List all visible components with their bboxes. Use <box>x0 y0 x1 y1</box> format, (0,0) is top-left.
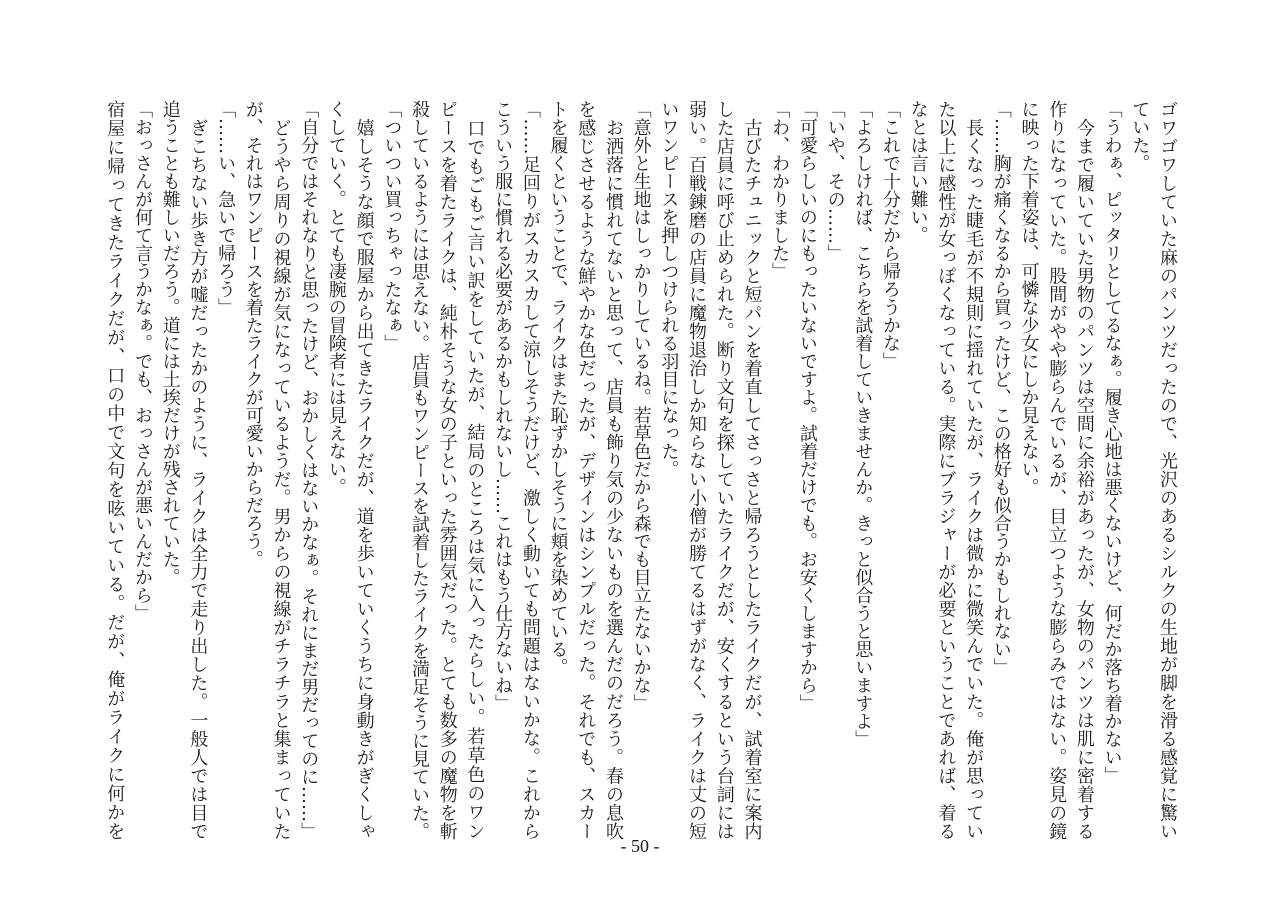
text-column: 殺しているようには思えない。店員もワンピースを試着したライクを満足そうに見ていた。 <box>409 100 431 840</box>
vertical-text-body <box>101 100 1181 840</box>
text-column: 「……胸が痛くなるから買ったけど、この格好も似合うかもしれない」 <box>990 100 1012 676</box>
text-column: 「いや、その……」 <box>824 100 846 262</box>
text-column: 追うことも難しいだろう。道には土埃だけが残されていた。 <box>159 100 181 586</box>
text-column: 「自分ではそれなりと思ったけど、おかしくはないかなぁ。それにまだ男だってのに……」 <box>298 100 320 840</box>
text-column: 「うわぁ、ピッタリとしてるなぁ。履き心地は悪くないけど、何だか落ち着かない」 <box>1101 100 1123 784</box>
text-column: ていた。 <box>1129 100 1151 172</box>
text-column: ゴワゴワしていた麻のパンツだったので、光沢のあるシルクの生地が脚を滑る感覚に驚い <box>1157 100 1178 840</box>
text-column: した店員に呼び止められた。断り文句を探していたライクだが、安くするという台詞には <box>713 100 735 840</box>
text-column: こういう服に慣れる必要があるかもしれないし……これはもう仕方ないね」 <box>492 100 514 712</box>
page-number: - 50 - <box>620 836 660 856</box>
text-column: 弱い。百戦錬磨の店員に魔物退治しか知らない小僧が勝てるはずがなく、ライクは丈の短 <box>686 100 708 840</box>
text-column: くしていく。とても凄腕の冒険者には見えない。 <box>325 100 347 496</box>
text-column: 口でもごもご言い訳をしていたが、結局のところは気に入ったらしい。若草色のワン <box>464 100 486 840</box>
text-column: なとは言い難い。 <box>907 100 929 244</box>
text-column: 「これで十分だから帰ろうかな」 <box>879 100 901 370</box>
text-column: 作りになっていた。股間がやや膨らんでいるが、目立つような膨らみではない。姿見の鏡 <box>1046 100 1068 840</box>
text-column: を感じさせるような鮮やかな色だったが、デザインはシンプルだった。それでも、スカー <box>575 100 597 840</box>
text-column: 「可愛らしいのにもったいないですよ。試着だけでも。お安くしますから」 <box>796 100 818 712</box>
text-column: ピースを着たライクは、純朴そうな女の子といった雰囲気だった。とても数多の魔物を斬 <box>436 100 458 840</box>
text-column: 宿屋に帰ってきたライクだが、口の中で文句を呟いている。だが、俺がライクに何かを <box>104 100 126 840</box>
text-column: トを履くということで、ライクはまた恥ずかしそうに頬を染めている。 <box>547 100 569 676</box>
text-column: 「よろしければ、こちらを試着していきませんか。きっと似合うと思いますよ」 <box>852 100 874 748</box>
text-column: 「おっさんが何て言うかなぁ。でも、おっさんが悪いんだから」 <box>131 100 153 622</box>
text-column: 「……い、急いで帰ろう」 <box>215 100 237 316</box>
text-column: 古びたチュニックと短パンを着直してさっさと帰ろうとしたライクだが、試着室に案内 <box>741 100 763 840</box>
text-column: に映った下着姿は、可憐な少女にしか見えない。 <box>1018 100 1040 496</box>
text-column: 「わ、わかりました」 <box>769 100 791 280</box>
text-column: 「ついつい買っちゃったなぁ」 <box>381 100 403 352</box>
text-column: お洒落に慣れてないと思って、店員も飾り気の少ないものを選んだのだろう。春の息吹 <box>602 100 624 840</box>
text-column: どうやら周りの視線が気になっているようだ。男からの視線がチラチラと集まっていた <box>270 100 292 840</box>
text-column: ぎこちない歩き方が嘘だったかのように、ライクは全力で走り出した。一般人では目で <box>187 100 209 840</box>
text-column: 嬉しそうな顔で服屋から出てきたライクだが、道を歩いていくうちに身動きがぎくしゃ <box>353 100 375 840</box>
text-column: 長くなった睫毛が不規則に揺れていたが、ライクは微かに微笑んでいた。俺が思ってい <box>963 100 985 840</box>
text-column: 「……足回りがスカスカして涼しそうだけど、激しく動いても問題はないかな。これから <box>519 100 541 840</box>
text-column: が、それはワンピースを着たライクが可愛いからだろう。 <box>242 100 264 568</box>
text-column: 「意外と生地はしっかりしているね。若草色だから森でも目立たないかな」 <box>630 100 652 712</box>
text-column: いワンピースを押しつけられる羽目になった。 <box>658 100 680 478</box>
text-column: 今まで履いていた男物のパンツは空間に余裕があったが、女物のパンツは肌に密着する <box>1073 100 1095 840</box>
text-column: た以上に感性が女っぽくなっている。実際にブラジャーが必要ということであれば、着る <box>935 100 957 840</box>
